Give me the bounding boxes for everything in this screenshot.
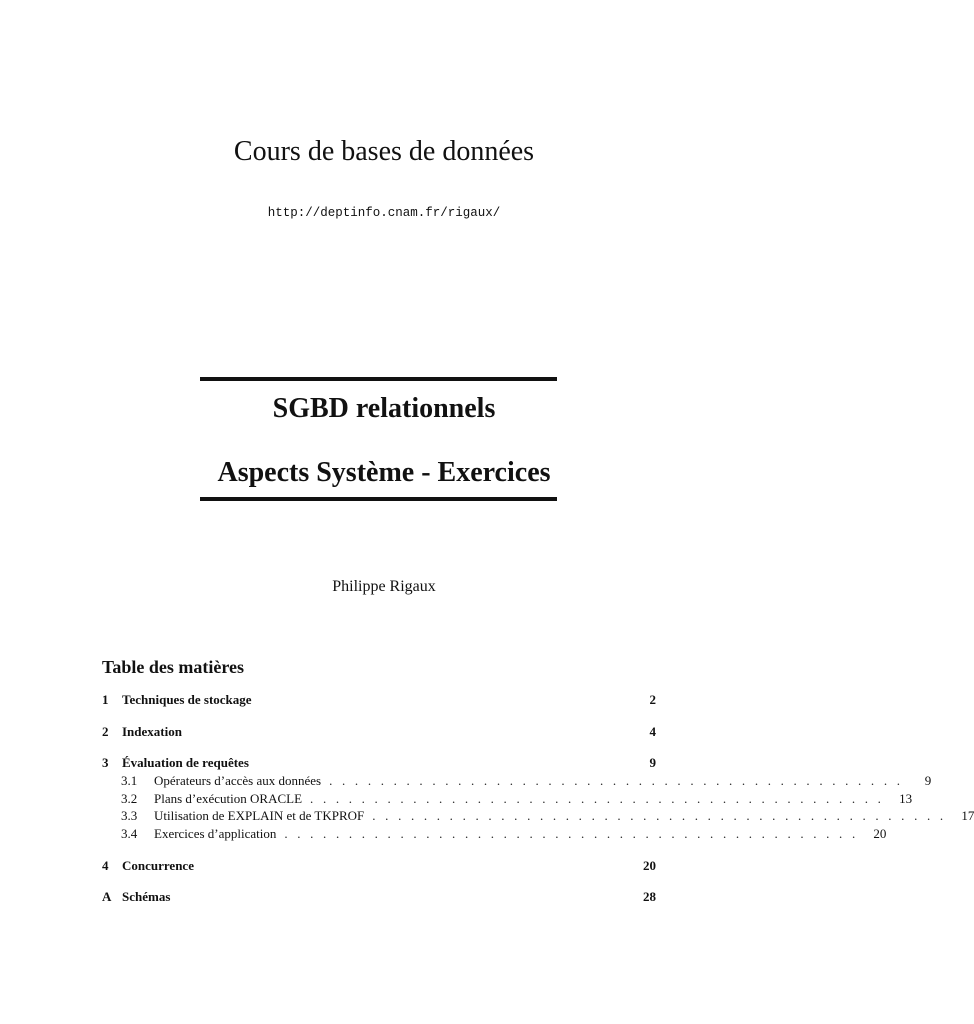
toc-subsection-number: 3.3 [121,808,138,823]
toc-subsection-title: Exercices d’application [154,826,277,841]
toc-section-page: 2 [649,692,656,707]
toc-subsection-page: 13 [899,791,913,806]
toc-section-title: Schémas [122,889,171,904]
author-url[interactable]: http://deptinfo.cnam.fr/rigaux/ [267,206,501,220]
toc-section[interactable] [102,888,656,906]
toc-leader-dots: . . . . . . . . . . . . . . . . . . . . . . . . . . . . . . . . . . . . . . . . . . . . . [329,773,904,788]
toc-subsection-title: Opérateurs d’accès aux données [154,773,322,788]
toc-subsection-title: Plans d’exécution ORACLE [154,791,303,806]
toc-section[interactable] [102,754,656,772]
toc-section[interactable] [102,723,656,741]
toc-section-page: 20 [643,858,656,873]
author-name: Philippe Rigaux [332,578,436,595]
toc-section-number: A [102,889,112,904]
toc-section-title: Indexation [122,724,182,739]
toc-section-number: 3 [102,755,109,770]
toc-subsection-page: 17 [961,808,974,823]
title-rule-top [200,377,557,381]
toc-subsection-number: 3.1 [121,773,138,788]
toc-section-number: 2 [102,724,109,739]
toc-subsection[interactable] [121,790,913,808]
toc-leader-dots: . . . . . . . . . . . . . . . . . . . . . . . . . . . . . . . . . . . . . . . . . . . . . [372,808,947,823]
toc-subsection-title: Utilisation de EXPLAIN et de TKPROF [154,808,365,823]
toc-subsection[interactable] [121,772,932,790]
toc-leader-dots: . . . . . . . . . . . . . . . . . . . . . . . . . . . . . . . . . . . . . . . . . . . . . [284,826,859,841]
toc-section-title: Évaluation de requêtes [122,755,249,770]
main-title-line1: SGBD relationnels [272,393,496,424]
toc-section-title: Techniques de stockage [122,692,252,707]
title-rule-bottom [200,497,557,501]
toc-section-page: 28 [643,889,656,904]
toc-subsection-page: 20 [873,826,887,841]
toc-subsection-page: 9 [924,773,932,788]
toc-section[interactable] [102,857,656,875]
toc-section[interactable] [102,691,656,709]
toc-subsection[interactable] [121,807,974,825]
toc-section-page: 9 [649,755,656,770]
course-title: Cours de bases de données [233,136,535,167]
toc-leader-dots: . . . . . . . . . . . . . . . . . . . . . . . . . . . . . . . . . . . . . . . . . . . . . [310,791,885,806]
toc-subsection-number: 3.4 [121,826,138,841]
toc-subsection-number: 3.2 [121,791,138,806]
toc-section-title: Concurrence [122,858,194,873]
main-title-line2: Aspects Système - Exercices [217,457,551,488]
toc-subsection[interactable] [121,825,887,843]
toc-section-page: 4 [649,724,656,739]
toc-heading: Table des matières [102,657,244,677]
toc-section-number: 4 [102,858,109,873]
toc-section-number: 1 [102,692,109,707]
